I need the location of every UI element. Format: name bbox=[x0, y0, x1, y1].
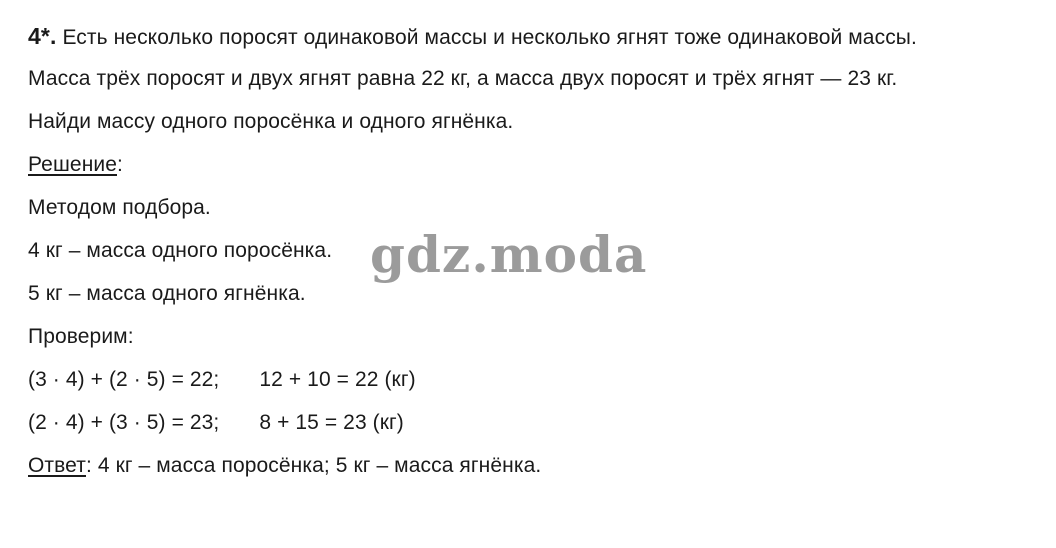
watermark-logo: gdz.moda bbox=[370, 225, 648, 284]
task-text-1: Есть несколько поросят одинаковой массы и несколько ягнят тоже одинаковой массы. bbox=[62, 26, 917, 49]
method-text: Методом подбора. bbox=[28, 196, 211, 219]
solution-label-colon: : bbox=[117, 153, 123, 176]
solution-method bbox=[28, 196, 1038, 220]
solution-heading bbox=[28, 153, 1038, 177]
lamb-mass-line bbox=[28, 282, 1038, 306]
answer-line bbox=[28, 454, 1038, 478]
equation-2-right: 8 + 15 = 23 (кг) bbox=[259, 411, 404, 434]
answer-label: Ответ bbox=[28, 454, 86, 477]
piglet-mass-text: 4 кг – масса одного поросёнка. bbox=[28, 239, 333, 262]
equation-2-left: (2 · 4) + (3 · 5) = 23; bbox=[28, 411, 220, 434]
task-statement-line-2 bbox=[28, 67, 1038, 91]
task-text-2: Масса трёх поросят и двух ягнят равна 22 кг, а масса двух поросят и трёх ягнят — 23 кг. bbox=[28, 67, 898, 90]
check-text: Проверим: bbox=[28, 325, 134, 348]
check-equation-2 bbox=[28, 411, 1038, 435]
task-text-3: Найди массу одного поросёнка и одного ягнёнка. bbox=[28, 110, 514, 133]
equation-1-right: 12 + 10 = 22 (кг) bbox=[259, 368, 416, 391]
task-statement-line-1 bbox=[28, 24, 1038, 48]
equation-1-left: (3 · 4) + (2 · 5) = 22; bbox=[28, 368, 220, 391]
task-statement-line-3 bbox=[28, 110, 1038, 134]
check-equation-1 bbox=[28, 368, 1038, 392]
solution-label: Решение bbox=[28, 153, 117, 176]
lamb-mass-text: 5 кг – масса одного ягнёнка. bbox=[28, 282, 306, 305]
task-number: 4*. bbox=[28, 23, 57, 49]
check-heading bbox=[28, 325, 1038, 349]
answer-text: : 4 кг – масса поросёнка; 5 кг – масса ягнёнка. bbox=[85, 454, 542, 477]
